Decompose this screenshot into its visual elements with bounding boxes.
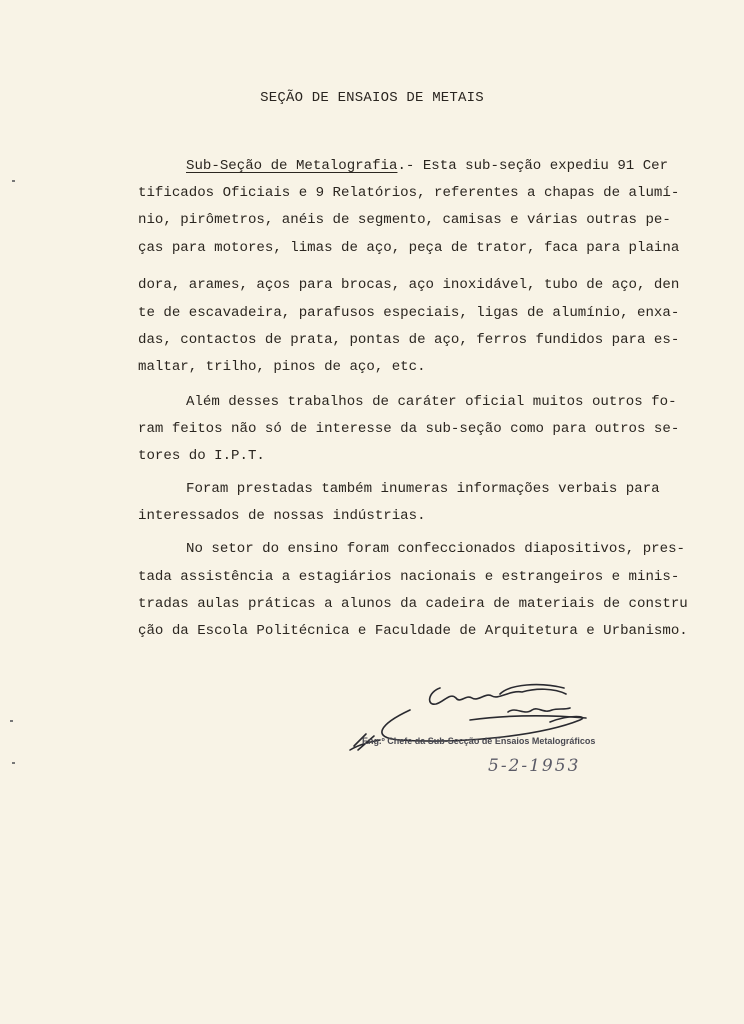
paragraph2-line: ram feitos não só de interesse da sub-seção como para outros se-: [138, 421, 680, 437]
paragraph1-line-1: Sub-Seção de Metalografia.- Esta sub-seção expediu 91 Cer: [186, 158, 669, 174]
document-title: SEÇÃO DE ENSAIOS DE METAIS: [260, 90, 484, 106]
paragraph1-line: das, contactos de prata, pontas de aço, ferros fundidos para es-: [138, 332, 680, 348]
paper-speck: [10, 720, 13, 722]
paragraph1-line: dora, arames, aços para brocas, aço inoxidável, tubo de aço, den: [138, 277, 680, 293]
paper-speck: [12, 762, 15, 764]
paragraph1-line: tificados Oficiais e 9 Relatórios, referentes a chapas de alumí-: [138, 185, 680, 201]
paragraph1-line: te de escavadeira, parafusos especiais, ligas de alumínio, enxa-: [138, 305, 680, 321]
paragraph2-line: Além desses trabalhos de caráter oficial muitos outros fo-: [186, 394, 677, 410]
signature-date: 5-2-1953: [488, 756, 581, 776]
paragraph1-line: ças para motores, limas de aço, peça de trator, faca para plaina: [138, 240, 680, 256]
paragraph4-line: tada assistência a estagiários nacionais e estrangeiros e minis-: [138, 569, 680, 585]
subsection-heading: Sub-Seção de Metalografia: [186, 158, 398, 174]
paragraph4-line: No setor do ensino foram confeccionados diapositivos, pres-: [186, 541, 685, 557]
paragraph1-line: maltar, trilho, pinos de aço, etc.: [138, 359, 426, 375]
paper-speck: [12, 180, 15, 182]
paragraph1-line: nio, pirômetros, anéis de segmento, camisas e várias outras pe-: [138, 212, 671, 228]
paragraph4-line: ção da Escola Politécnica e Faculdade de Arquitetura e Urbanismo.: [138, 623, 688, 639]
paragraph2-line: tores do I.P.T.: [138, 448, 265, 464]
paragraph3-line: interessados de nossas indústrias.: [138, 508, 426, 524]
paragraph3-line: Foram prestadas também inumeras informações verbais para: [186, 481, 660, 497]
signature-stamp: Eng.º Chefe da Sub-Secção de Ensaios Metalográficos: [362, 736, 596, 746]
handwritten-signature: [340, 680, 600, 760]
paragraph4-line: tradas aulas práticas a alunos da cadeira de materiais de constru: [138, 596, 688, 612]
